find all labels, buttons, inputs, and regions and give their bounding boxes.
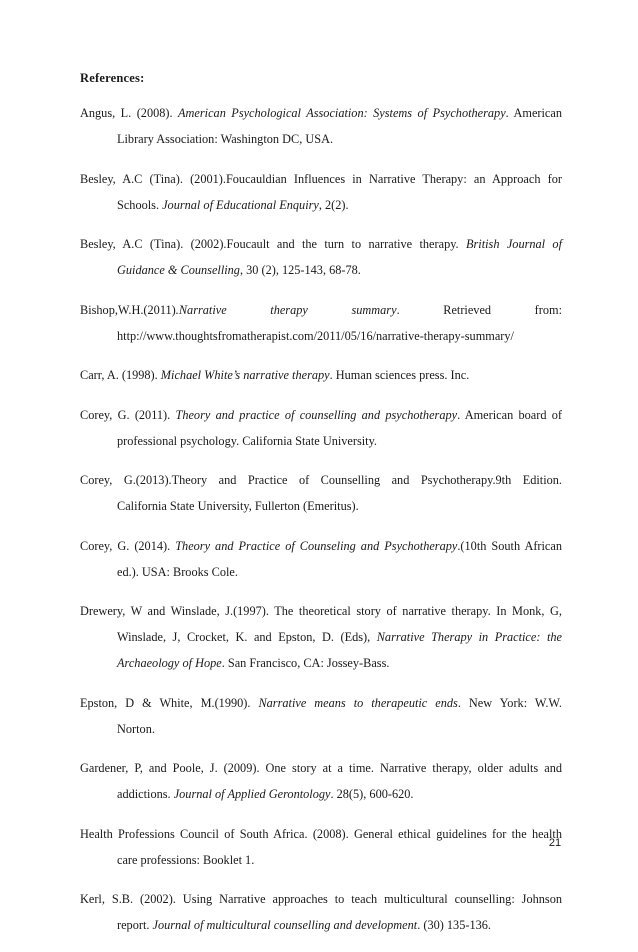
reference-text: Bishop,W.H.(2011)	[80, 302, 176, 317]
reference-text: Norton.	[117, 721, 155, 736]
reference-text: ed.). USA: Brooks Cole.	[117, 564, 238, 579]
reference-text: Winslade, J, Crocket, K. and Epston, D. (Eds),	[117, 630, 377, 644]
reference-text: Kerl, S.B. (2002). Using Narrative approaches to teach multicultural counselling: Johnson	[80, 892, 562, 906]
reference-title-text: .Narrative therapy summary	[175, 302, 397, 317]
reference-continuation-line	[80, 781, 562, 807]
reference-title-text: Guidance & Counselling	[117, 263, 240, 277]
reference-text: . Retrieved from:	[396, 302, 562, 317]
reference-first-line	[80, 166, 562, 192]
reference-text: Gardener, P, and Poole, J. (2009). One story at a time. Narrative therapy, older adults and	[80, 761, 562, 775]
reference-first-line	[80, 297, 562, 323]
reference-continuation-line	[80, 257, 562, 283]
reference-entry	[80, 821, 562, 873]
reference-continuation-line	[80, 192, 562, 218]
reference-text: , 30 (2), 125-143, 68-78.	[239, 263, 361, 277]
reference-text: Drewery, W and Winslade, J.(1997). The theoretical story of narrative therapy. In Monk, G,	[80, 604, 562, 618]
reference-text: addictions.	[117, 787, 174, 801]
reference-text: . American	[505, 106, 562, 120]
reference-continuation-line	[80, 493, 562, 519]
reference-text: . (30) 135-136.	[417, 918, 491, 932]
reference-text: Library Association: Washington DC, USA.	[117, 132, 334, 146]
reference-first-line	[80, 690, 562, 716]
reference-text: report.	[117, 918, 153, 932]
reference-text: Angus, L. (2008).	[80, 106, 179, 120]
reference-text: . 28(5), 600-620.	[330, 787, 414, 801]
reference-text: care professions: Booklet 1.	[117, 852, 255, 867]
reference-title-text: Journal of Applied Gerontology	[173, 787, 331, 801]
reference-text: Health Professions Council of South Africa. (2008). General ethical guidelines for the health	[80, 826, 562, 841]
reference-title-text: Journal of multicultural counselling and development	[152, 918, 418, 932]
reference-entry	[80, 690, 562, 742]
reference-title-text: Archaeology of Hope	[117, 656, 222, 670]
reference-text: professional psychology. California State University.	[117, 433, 378, 448]
reference-continuation-line	[80, 559, 562, 585]
reference-continuation-line	[80, 428, 562, 454]
reference-entry	[80, 533, 562, 585]
reference-title-text: Theory and Practice of Counseling and Psychotherapy	[175, 538, 458, 553]
reference-entry	[80, 402, 562, 454]
reference-title-text: Narrative means to therapeutic ends	[258, 695, 458, 710]
reference-text: . Human sciences press. Inc.	[329, 368, 470, 382]
reference-text: Corey, G.(2013).Theory and Practice of Counselling and Psychotherapy.9th Edition.	[80, 473, 562, 487]
page-number: 21	[548, 837, 562, 849]
reference-text: http://www.thoughtsfromatherapist.com/2011/05/16/narrative-therapy-summary/	[117, 328, 514, 343]
reference-continuation-line	[80, 624, 562, 650]
reference-text: . American board of	[457, 407, 562, 422]
reference-first-line	[80, 598, 562, 624]
reference-text: Corey, G. (2014).	[80, 538, 176, 553]
reference-continuation-line	[80, 847, 562, 873]
reference-text: Besley, A.C (Tina). (2002).Foucault and the turn to narrative therapy.	[80, 237, 466, 251]
reference-entry	[80, 231, 562, 283]
reference-text: . San Francisco, CA: Jossey-Bass.	[221, 656, 390, 670]
reference-continuation-line	[80, 126, 562, 152]
reference-title-text: Narrative Therapy in Practice: the	[376, 630, 562, 644]
reference-entry	[80, 755, 562, 807]
reference-text: Besley, A.C (Tina). (2001).Foucauldian Influences in Narrative Therapy: an Approach for	[80, 171, 562, 186]
reference-first-line	[80, 402, 562, 428]
reference-text: California State University, Fullerton (Emeritus).	[117, 499, 359, 513]
reference-first-line	[80, 100, 562, 126]
reference-first-line	[80, 755, 562, 781]
reference-first-line	[80, 231, 562, 257]
reference-continuation-line	[80, 650, 562, 676]
reference-continuation-line	[80, 716, 562, 742]
reference-first-line	[80, 467, 562, 493]
reference-first-line	[80, 533, 562, 559]
reference-first-line	[80, 886, 562, 912]
reference-title-text: Michael White’s narrative therapy	[160, 368, 330, 382]
reference-entry	[80, 598, 562, 676]
reference-text: Epston, D & White, M.(1990).	[80, 695, 259, 710]
reference-continuation-line	[80, 912, 562, 938]
reference-title-text: British Journal of	[466, 237, 563, 251]
reference-entry	[80, 467, 562, 519]
reference-title-text: Journal of Educational Enquiry	[162, 197, 319, 212]
reference-continuation-line	[80, 323, 562, 349]
reference-title-text: American Psychological Association: Systems of Psychotherapy	[178, 106, 506, 120]
reference-text: . New York: W.W.	[457, 695, 562, 710]
reference-first-line	[80, 362, 562, 388]
reference-text: Schools.	[117, 197, 163, 212]
reference-entry	[80, 886, 562, 938]
reference-text: , 2(2).	[318, 197, 349, 212]
reference-text: Corey, G. (2011).	[80, 407, 176, 422]
reference-entry	[80, 297, 562, 349]
reference-first-line	[80, 821, 562, 847]
reference-text: Carr, A. (1998).	[80, 368, 161, 382]
reference-title-text: Theory and practice of counselling and psychotherapy	[175, 407, 458, 422]
references-heading: References:	[80, 71, 145, 85]
reference-text: .(10th South African	[457, 538, 562, 553]
reference-entry	[80, 362, 562, 388]
reference-entry	[80, 166, 562, 218]
reference-entry	[80, 100, 562, 152]
reference-list	[80, 100, 562, 952]
